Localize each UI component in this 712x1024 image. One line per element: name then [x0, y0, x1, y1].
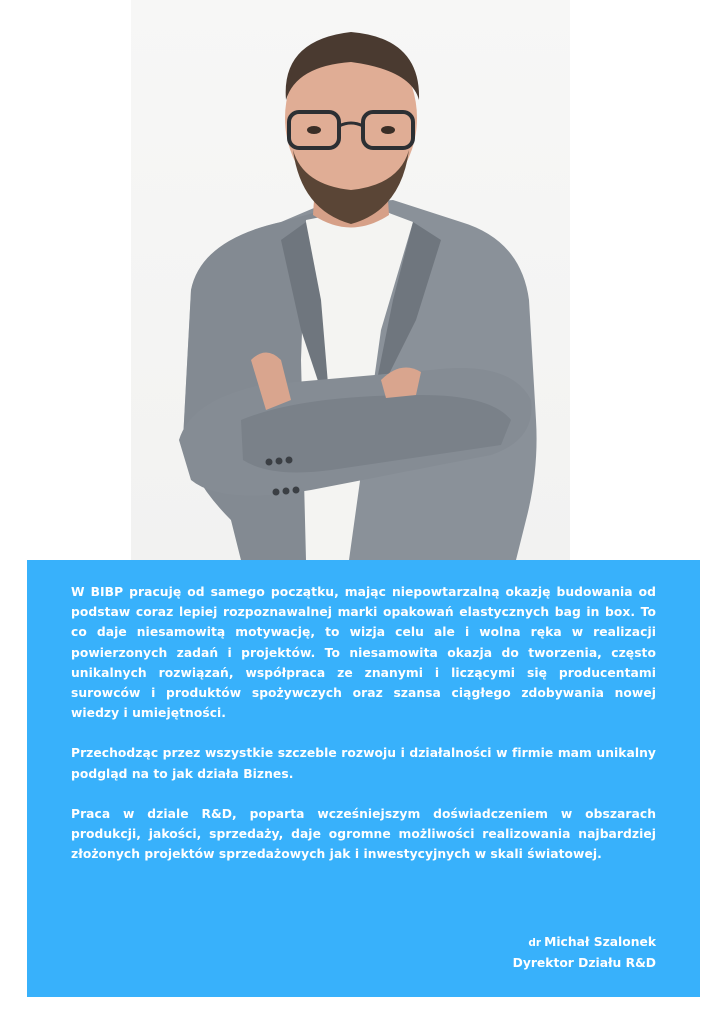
- portrait-photo: [131, 0, 570, 560]
- signature: [513, 932, 656, 973]
- signature-name-line: [513, 932, 656, 953]
- signature-title: dr: [528, 937, 542, 949]
- paragraph-rnd: Praca w dziale R&D, poparta wcześniejszym doświadczeniem w obszarach produkcji, jakości, sprzedaży, daje ogromne możliwości realizowania najbardziej złożonych projektów sprzedażowych jak i inwestycyjnych w skali światowej.: [71, 806, 656, 862]
- paragraph-career: Przechodząc przez wszystkie szczeble rozwoju i działalności w firmie mam unikalny podgląd na to jak działa Biznes.: [71, 746, 656, 781]
- portrait-illustration: [131, 0, 570, 560]
- text-panel: [27, 560, 700, 997]
- signature-position: Dyrektor Działu R&D: [512, 956, 656, 970]
- paragraph-intro: W BIBP pracuję od samego początku, mając niepowtarzalną okazję budowania od podstaw coraz lepiej rozpoznawalnej marki opakowań elastycznych bag in box. To co daje niesamowitą motywację, to wizja celu ale i wolna ręka w realizacji powierzonych zadań i projektów. To niesamowita okazja do tworzenia, często unikalnych rozwiązań, współpraca ze znanymi i liczącymi się producentami surowców i produktów spożywczych oraz szansa ciągłego zdobywania nowej wiedzy i umiejętności.: [71, 585, 656, 721]
- signature-name: Michał Szalonek: [544, 935, 656, 949]
